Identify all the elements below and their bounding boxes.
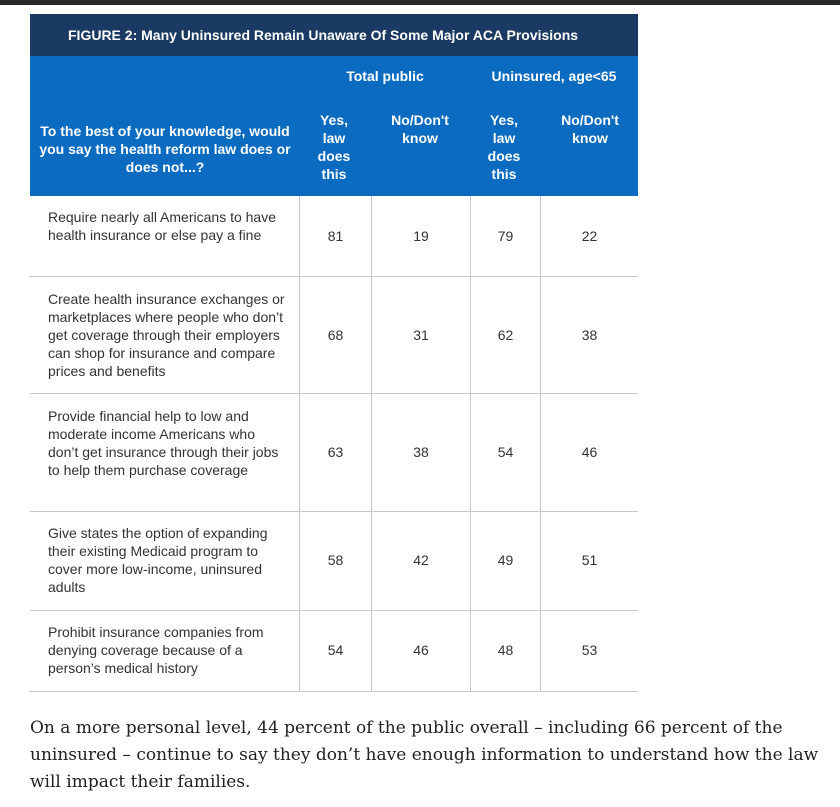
cell-total-yes: 81 [327, 228, 344, 244]
figure-title: FIGURE 2: Many Uninsured Remain Unaware Of Some Major ACA Provisions [30, 14, 638, 56]
group-total-public: Total public [346, 68, 424, 84]
cell-uninsured-no: 38 [581, 327, 598, 343]
table-row [30, 611, 638, 692]
cell-total-yes: 58 [327, 552, 344, 568]
row-label: Create health insurance exchanges or marketplaces where people who don’t get coverage through their employers can shop for insurance and compare prices and benefits [48, 291, 285, 379]
cell-uninsured-yes: 54 [497, 444, 514, 460]
cell-uninsured-yes: 48 [497, 642, 514, 658]
cell-uninsured-yes: 49 [497, 552, 514, 568]
row-label: Give states the option of expanding their existing Medicaid program to cover more low-income, uninsured adults [48, 525, 268, 595]
cell-total-no: 31 [413, 327, 429, 343]
cell-uninsured-no: 22 [581, 228, 598, 244]
row-label: Provide financial help to low and moderate income Americans who don’t get insurance through their jobs to help them purchase coverage [48, 408, 279, 478]
cell-uninsured-no: 46 [581, 444, 598, 460]
survey-figure [30, 14, 638, 692]
col-header-uninsured-yes: Yes, law does this [487, 112, 521, 182]
table-row [30, 277, 638, 394]
col-header-uninsured-no: No/Don't know [561, 112, 619, 146]
cell-total-yes: 68 [327, 327, 344, 343]
cell-total-no: 46 [413, 642, 429, 658]
table-row [30, 512, 638, 611]
group-uninsured: Uninsured, age<65 [491, 68, 617, 84]
question-text: To the best of your knowledge, would you say the health reform law does or does not...? [39, 123, 291, 175]
cell-total-no: 38 [413, 444, 429, 460]
article-paragraph: On a more personal level, 44 percent of the public overall – including 66 percent of the uninsured – continue to say they don’t have enough information to understand how the law will impact their families. [30, 718, 819, 792]
cell-uninsured-no: 53 [581, 642, 598, 658]
cell-uninsured-no: 51 [581, 552, 598, 568]
table-row [30, 196, 638, 277]
cell-total-no: 42 [413, 552, 429, 568]
cell-uninsured-yes: 79 [497, 228, 514, 244]
cell-total-no: 19 [413, 228, 429, 244]
row-label: Require nearly all Americans to have health insurance or else pay a fine [48, 209, 277, 243]
row-label: Prohibit insurance companies from denying coverage because of a person’s medical history [48, 624, 264, 676]
top-border [0, 0, 840, 5]
col-header-total-yes: Yes, law does this [317, 112, 351, 182]
col-header-total-no: No/Don't know [391, 112, 449, 146]
cell-total-yes: 54 [327, 642, 344, 658]
cell-uninsured-yes: 62 [497, 327, 514, 343]
cell-total-yes: 63 [327, 444, 344, 460]
table-row [30, 394, 638, 512]
table-header [30, 56, 638, 196]
